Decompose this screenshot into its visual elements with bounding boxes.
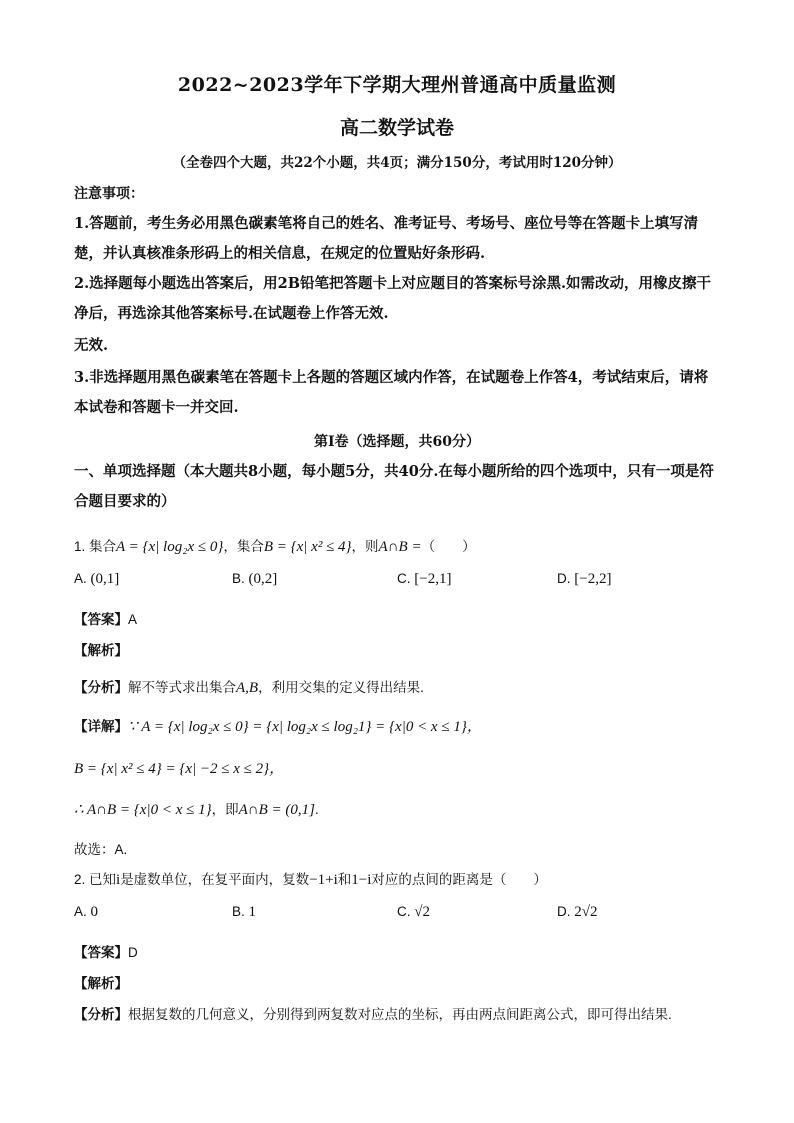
q2-and: 和 — [337, 872, 352, 887]
analysis-tag: 【解析】 — [74, 643, 128, 658]
q2-fenxi — [74, 1003, 672, 1023]
q1-set-b: B = {x| x² ≤ 4} — [263, 539, 352, 555]
exam-info: （全卷四个大题，共22个小题，共4页；满分150分，考试用时120分钟） — [172, 155, 622, 171]
option-label: D. — [557, 904, 571, 919]
option-label: D. — [557, 571, 571, 586]
fenxi-text: 解不等式求出集合 — [128, 680, 236, 695]
section-title: 第Ⅰ卷（选择题，共60分） — [313, 434, 481, 450]
question-1-stem — [74, 535, 476, 556]
q1-choose: 故选：A. — [74, 842, 128, 857]
detail-math: B = {x| x² ≤ 4} = {x| −2 ≤ x ≤ 2}， — [74, 761, 285, 777]
q1-prefix: 1. 集合 — [74, 539, 117, 554]
notes-heading: 注意事项： — [74, 186, 144, 202]
answer-value: A — [128, 612, 138, 627]
option-label: B. — [232, 571, 245, 586]
note-item-1: 1.答题前，考生务必用黑色碳素笔将自己的姓名、准考证号、考场号、座位号等在答题卡上填写清楚，并认真核准条形码上的相关信息，在规定的位置贴好条形码. — [74, 215, 699, 262]
option-label: A. — [74, 571, 87, 586]
exam-subtitle: 高二数学试卷 — [339, 117, 454, 139]
q2-z1: −1+i — [309, 872, 338, 888]
q1-option-c — [397, 571, 451, 588]
fenxi-tag: 【分析】 — [74, 1007, 128, 1022]
q1-detail-line-3 — [74, 798, 319, 819]
q1-expr: A∩B = — [378, 539, 422, 555]
option-value: (0,1] — [90, 571, 120, 587]
detail-period: . — [314, 802, 319, 817]
exam-title: 2022~2023学年下学期大理州普通高中质量监测 — [177, 74, 617, 96]
option-label: B. — [232, 904, 245, 919]
q2-i: i — [116, 872, 121, 888]
option-value: [−2,2] — [574, 571, 612, 587]
detail-tag: 【详解】 — [74, 719, 128, 734]
analysis-tag: 【解析】 — [74, 976, 128, 991]
q2-post: 对应的点间的距离是（ ） — [371, 872, 547, 887]
q2-answer — [74, 941, 138, 961]
q2-option-b — [232, 904, 256, 921]
detail-text: ，即 — [211, 802, 239, 817]
detail-math-2: A∩B = (0,1] — [238, 802, 315, 818]
q1-option-d — [557, 571, 611, 588]
detail-math: ∴ A∩B = {x|0 < x ≤ 1} — [74, 802, 212, 818]
q1-analysis-tag — [74, 639, 128, 659]
q1-fenxi — [74, 676, 424, 697]
q1-option-b — [232, 571, 277, 588]
q2-analysis-tag — [74, 972, 128, 992]
q1-option-a — [74, 571, 119, 588]
fenxi-text-end: ，利用交集的定义得出结果. — [258, 680, 424, 695]
q1-mid: ，集合 — [223, 539, 264, 554]
answer-value: D — [128, 945, 138, 960]
section-description: 一、单项选择题（本大题共8小题，每小题5分，共40分.在每小题所给的四个选项中，只有一项是符合题目要求的） — [74, 463, 714, 510]
note-item-2: 2.选择题每小题选出答案后，用2B铅笔把答题卡上对应题目的答案标号涂黑.如需改动，用橡皮擦干净后，再选涂其他答案标号.在试题卷上作答无效. — [74, 275, 712, 322]
fenxi-text: 根据复数的几何意义，分别得到两复数对应点的坐标，再由两点间距离公式，即可得出结果. — [128, 1007, 672, 1022]
fenxi-math: A,B — [236, 680, 259, 696]
detail-math: ∵ A = {x| log₂x ≤ 0} = {x| log₂x ≤ log₂1} = {x|0 < x ≤ 1}， — [128, 719, 482, 735]
q1-ask: ，则 — [351, 539, 379, 554]
option-label: C. — [397, 571, 411, 586]
option-value: 1 — [248, 904, 257, 920]
q2-option-c — [397, 904, 430, 921]
answer-tag: 【答案】 — [74, 612, 128, 627]
q1-set-a: A = {x| log₂x ≤ 0} — [116, 539, 224, 555]
note-item-3: 3.非选择题用黑色碳素笔在答题卡上各题的答题区域内作答，在试题卷上作答4，考试结束后，请将本试卷和答题卡一并交回. — [74, 369, 709, 416]
q1-detail-line-1 — [74, 715, 482, 736]
option-value: [−2,1] — [414, 571, 452, 587]
question-2-stem — [74, 868, 547, 889]
q1-detail-line-2 — [74, 757, 284, 778]
q2-option-d — [557, 904, 598, 921]
option-label: C. — [397, 904, 411, 919]
option-value: 0 — [90, 904, 99, 920]
option-value: (0,2] — [248, 571, 278, 587]
fenxi-tag: 【分析】 — [74, 680, 128, 695]
note-item-extra: 无效. — [74, 337, 109, 354]
option-label: A. — [74, 904, 87, 919]
option-value: √2 — [414, 904, 430, 920]
answer-tag: 【答案】 — [74, 945, 128, 960]
q1-paren: （ ） — [421, 539, 476, 554]
q2-prefix: 2. 已知 — [74, 872, 117, 887]
q2-option-a — [74, 904, 98, 921]
q1-answer — [74, 608, 137, 628]
q2-z2: 1−i — [351, 872, 372, 888]
q2-mid: 是虚数单位，在复平面内，复数 — [120, 872, 310, 887]
option-value: 2√2 — [574, 904, 598, 920]
